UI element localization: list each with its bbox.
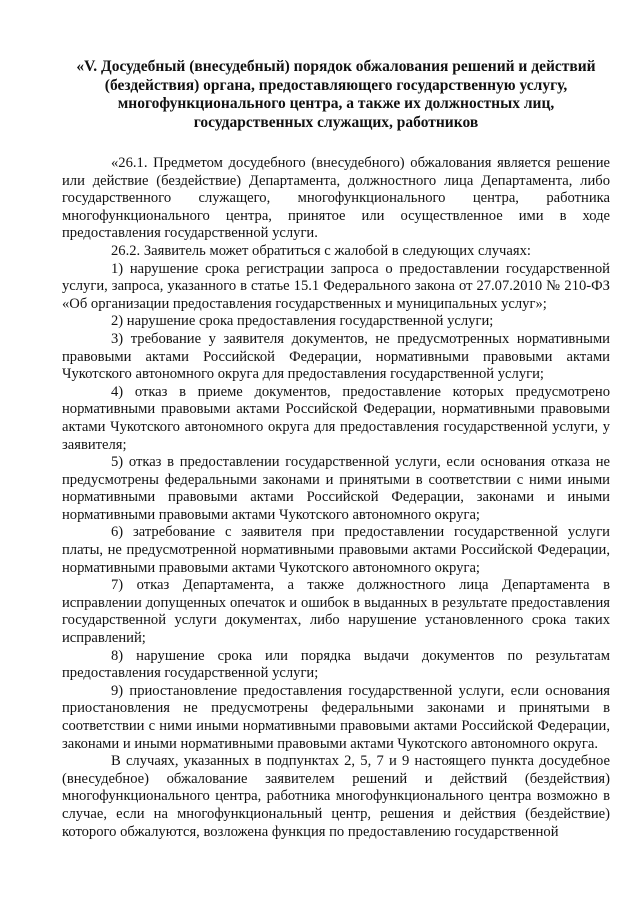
document-page [62, 58, 610, 841]
list-item-5: 5) отказ в предоставлении государственной услуги, если основания отказа не предусмотрены федеральными законами и принятыми в соответствии с ними иными нормативными правовыми актами Российской Федерации, законами и иными нормативными правовыми актами Чукотского автономного округа; [62, 454, 610, 523]
paragraph-26-2: 26.2. Заявитель может обратиться с жалобой в следующих случаях: [111, 242, 531, 259]
list-item-7: 7) отказ Департамента, а также должностного лица Департамента в исправлении допущенных опечаток и ошибок в выданных в результате предоставления государственной услуги документах, либо нарушение установленного срока таких исправлений; [62, 577, 610, 647]
paragraph-special-cases: В случаях, указанных в подпунктах 2, 5, 7 и 9 настоящего пункта досудебное (внесудебное) обжалование заявителем решений и действий (бездействия) многофункционального центра, работника многофункционального центра возможно в случае, если на многофункциональный центр, решения и действия (бездействие) которого обжалуются, возложена функция по предоставлению государственной [62, 753, 610, 840]
list-item-8: 8) нарушение срока или порядка выдачи документов по результатам предоставления государственной услуги; [62, 647, 610, 682]
list-item-9: 9) приостановление предоставления государственной услуги, если основания приостановления не предусмотрены федеральными законами и принятыми в соответствии с ними иными нормативными правовыми актами Российской Федерации, законами и иными нормативными правовыми актами Чукотского автономного округа. [62, 682, 610, 752]
section-heading: «V. Досудебный (внесудебный) порядок обжалования решений и действий (бездействия) органа, предоставляющего государственную услугу, многофункционального центра, а также их должностных лиц, государственных служащих, работников [76, 58, 596, 131]
paragraph-26-1: «26.1. Предметом досудебного (внесудебного) обжалования является решение или действие (бездействие) Департамента, должностного лица Департамента, либо государственного служащего, многофункционального центра, работника многофункционального центра, принятое или осуществленное ими в ходе предоставления государственной услуги. [62, 155, 610, 242]
list-item-3: 3) требование у заявителя документов, не предусмотренных нормативными правовыми актами Российской Федерации, нормативными правовыми актами Чукотского автономного округа для предоставления государственной услуги; [62, 330, 610, 383]
list-item-4: 4) отказ в приеме документов, предоставление которых предусмотрено нормативными правовыми актами Российской Федерации, нормативными правовыми актами Чукотского автономного округа для предоставления государственной услуги, у заявителя; [62, 383, 610, 453]
list-item-2: 2) нарушение срока предоставления государственной услуги; [111, 313, 494, 330]
list-item-6: 6) затребование с заявителя при предоставлении государственной услуги платы, не предусмотренной нормативными правовыми актами Российской Федерации, нормативными правовыми актами Чукотского автономного округа; [62, 524, 610, 576]
list-item-1: 1) нарушение срока регистрации запроса о предоставлении государственной услуги, запроса, указанного в статье 15.1 Федерального закона от 27.07.2010 № 210-ФЗ «Об организации предоставления государственных и муниципальных услуг»; [62, 260, 610, 312]
